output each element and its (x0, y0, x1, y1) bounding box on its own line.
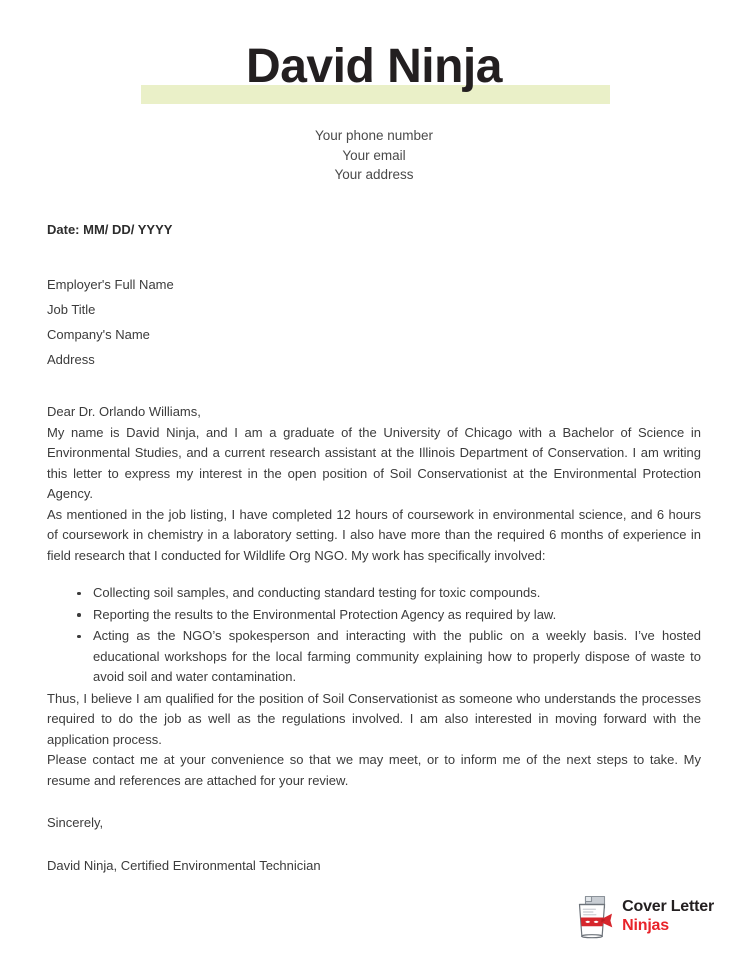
contact-phone: Your phone number (314, 128, 434, 143)
recipient-company: Company's Name (47, 327, 150, 342)
qualifications-list (47, 583, 701, 688)
contact-email: Your email (342, 147, 406, 163)
cover-letter-ninjas-logo-icon (571, 893, 613, 939)
contact-block (0, 126, 748, 185)
body-paragraph-4: Please contact me at your convenience so that we may meet, or to inform me of the next steps to take. My resume and references are attached for your review. (47, 752, 701, 788)
letter-header (0, 0, 748, 185)
brand-logo-line-2: Ninjas (622, 916, 669, 934)
closing-line: Sincerely, (47, 815, 104, 830)
page-title: David Ninja (246, 40, 502, 93)
signature-line: David Ninja, Certified Environmental Technician (47, 857, 321, 873)
name-heading-wrapper (0, 38, 748, 104)
list-item: Acting as the NGO’s spokesperson and interacting with the public on a weekly basis. I’ve hosted educational workshops for the local farming community explaining how to properly dispose of waste to avoid soil and water contamination. (77, 626, 701, 688)
brand-logo-text (622, 899, 714, 934)
recipient-address: Address (47, 352, 95, 367)
date-line: Date: MM/ DD/ YYYY (47, 221, 173, 237)
list-item: Collecting soil samples, and conducting standard testing for toxic compounds. (77, 583, 701, 604)
recipient-name: Employer's Full Name (47, 277, 174, 292)
contact-address: Your address (334, 167, 414, 182)
letter-body (47, 220, 701, 877)
body-paragraph-2: As mentioned in the job listing, I have completed 12 hours of coursework in environmental science, and 6 hours of coursework in chemistry in a laboratory setting. I also have more than the required 6 months of experience in field research that I conducted for Wildlife Org NGO. My work has specifically involved: (47, 506, 701, 563)
salutation: Dear Dr. Orlando Williams, (47, 404, 201, 419)
recipient-job-title: Job Title (47, 302, 96, 317)
list-item: Reporting the results to the Environmental Protection Agency as required by law. (77, 605, 701, 626)
recipient-block (47, 272, 701, 372)
brand-logo[interactable] (571, 893, 714, 939)
body-paragraph-3: Thus, I believe I am qualified for the position of Soil Conservationist as someone who understands the processes required to do the job as well as the regulations involved. I am also interested in moving forward with the application process. (47, 690, 701, 747)
body-paragraph-1: My name is David Ninja, and I am a graduate of the University of Chicago with a Bachelor of Science in Environmental Studies, and a current research assistant at the Illinois Department of Conservation. I am writing this letter to express my interest in the open position of Soil Conservationist at the Environmental Protection Agency. (47, 424, 701, 501)
brand-logo-line-1: Cover Letter (622, 897, 714, 915)
